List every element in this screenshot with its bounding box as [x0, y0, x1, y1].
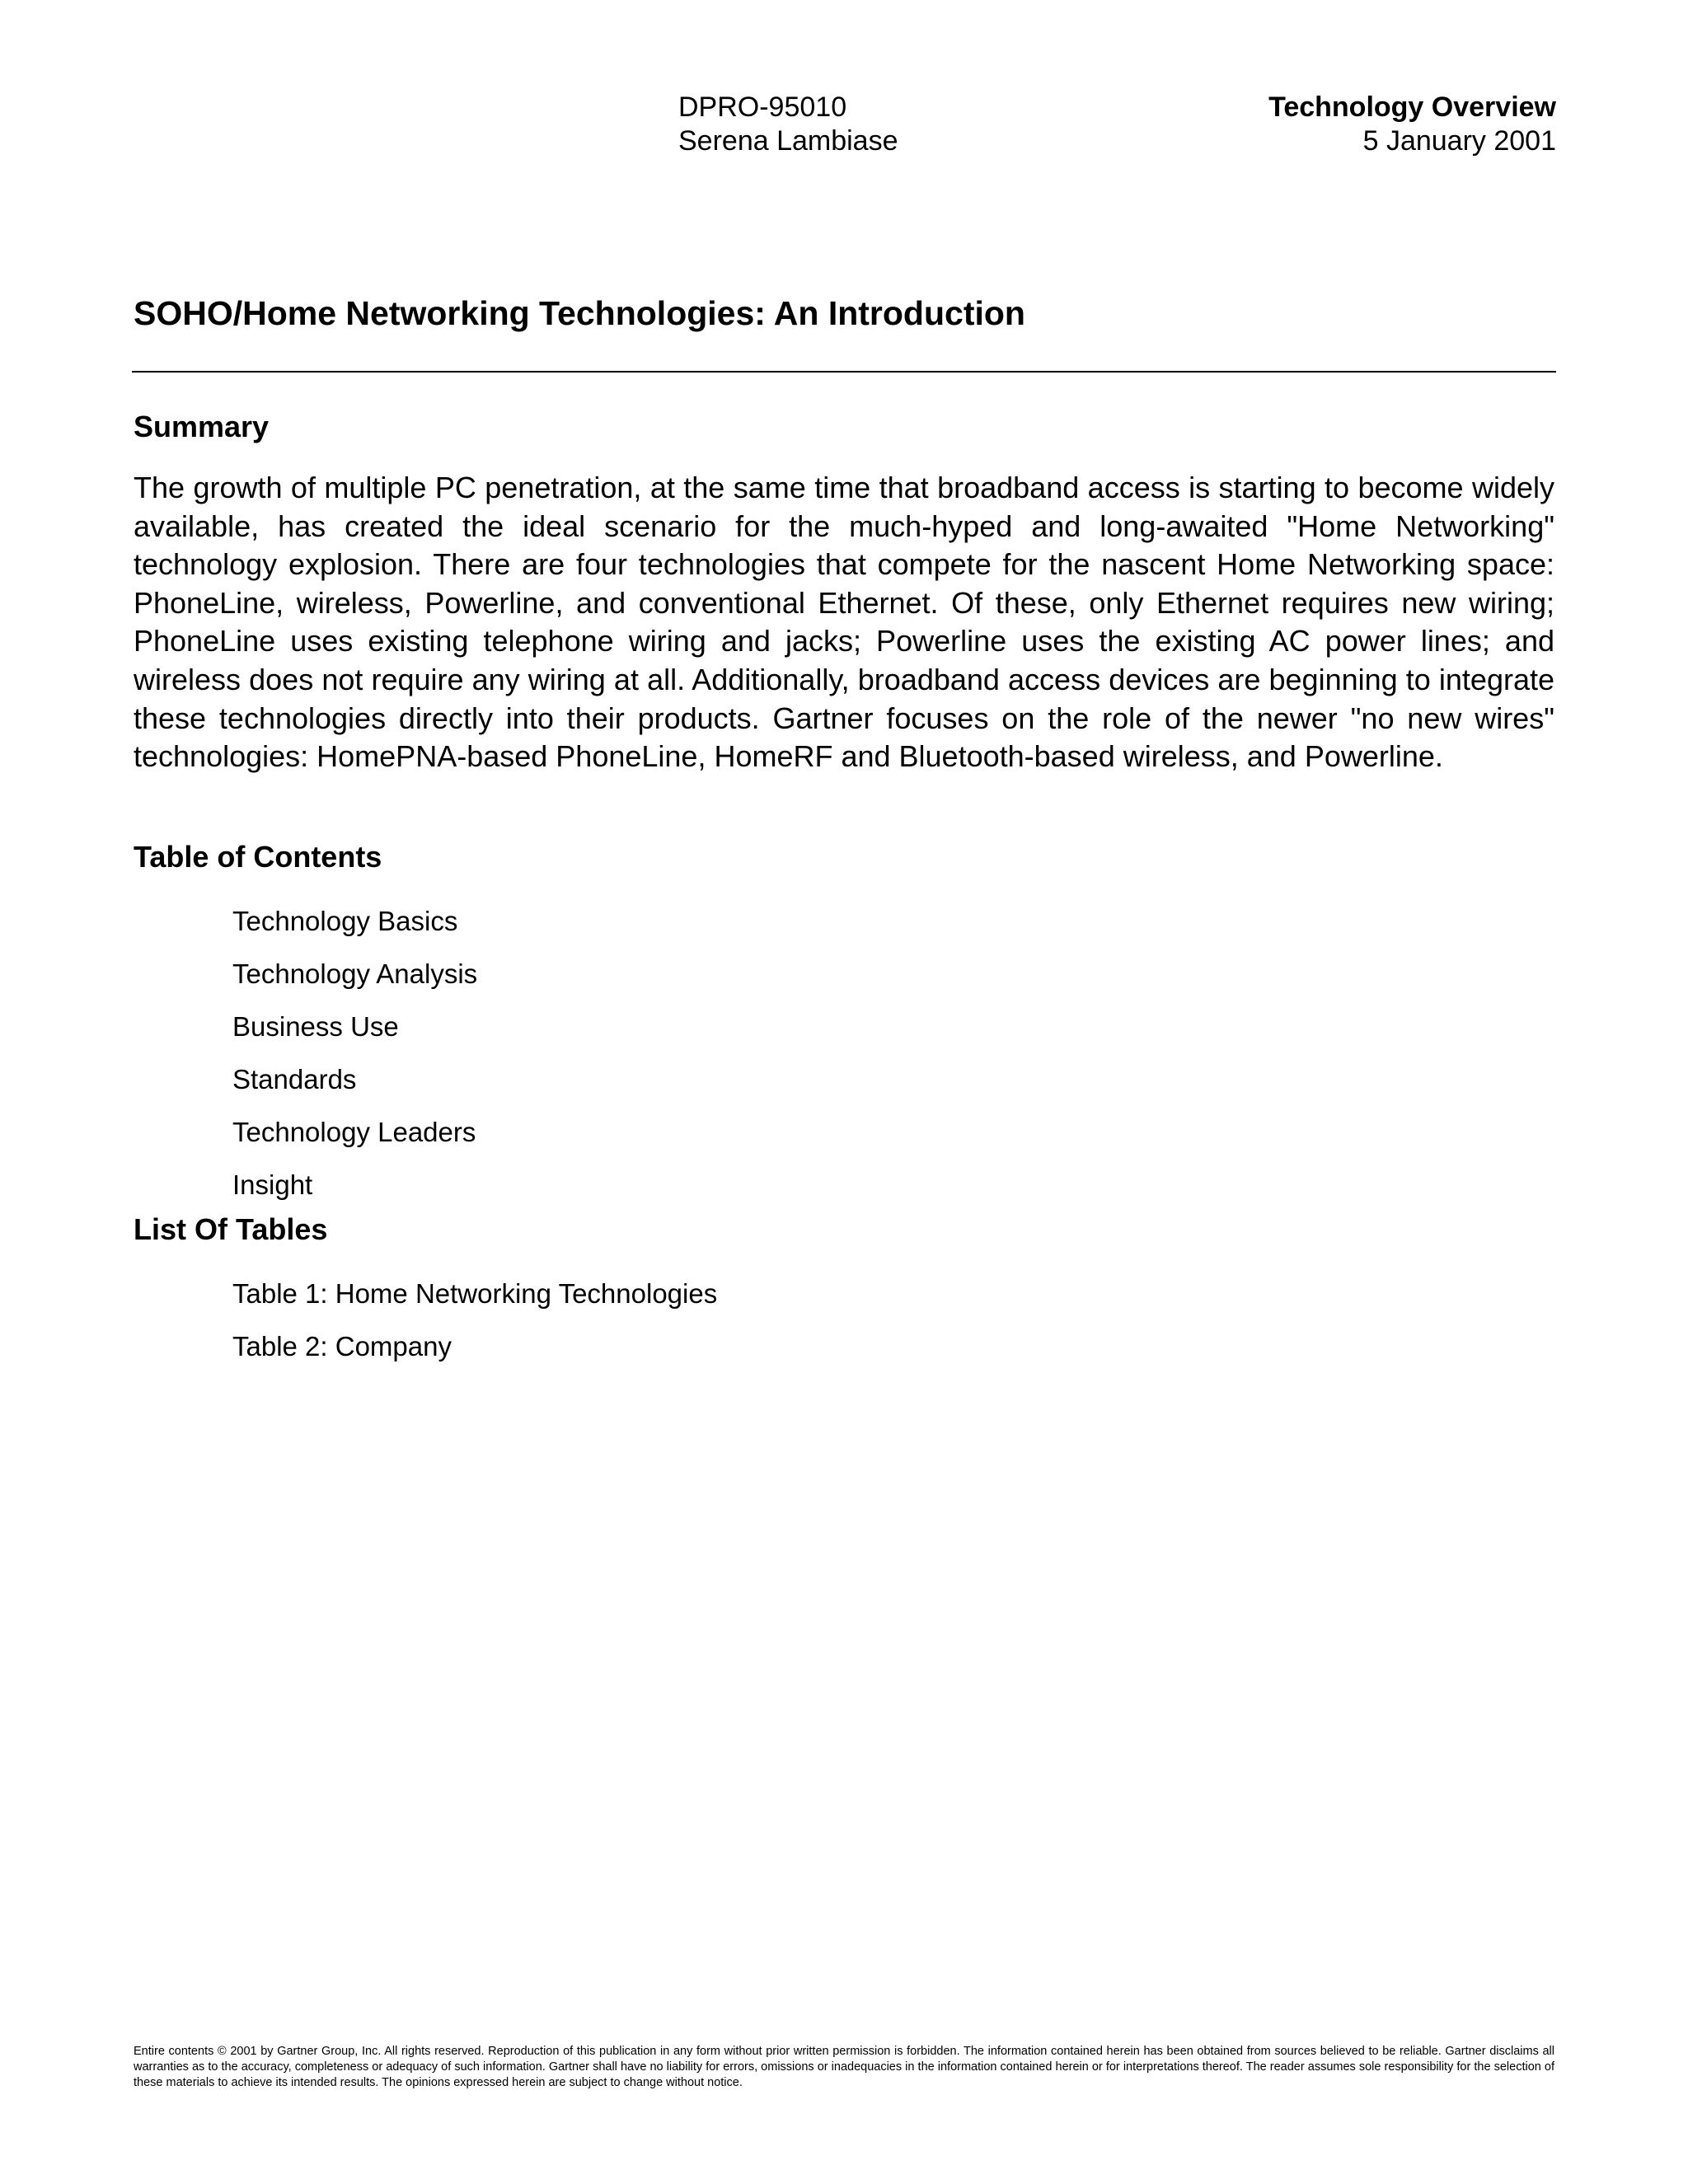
- toc-item-technology-basics[interactable]: Technology Basics: [232, 906, 458, 936]
- toc-list: [232, 895, 477, 1212]
- toc-item-standards[interactable]: Standards: [232, 1064, 357, 1094]
- document-date: 5 January 2001: [1362, 125, 1556, 157]
- toc-item-insight[interactable]: Insight: [232, 1169, 313, 1200]
- toc-heading: Table of Contents: [134, 840, 382, 874]
- toc-item-technology-analysis[interactable]: Technology Analysis: [232, 958, 478, 989]
- summary-heading: Summary: [134, 410, 270, 443]
- table-link-company[interactable]: Table 2: Company: [232, 1331, 452, 1361]
- title-divider: [132, 371, 1556, 373]
- summary-paragraph: The growth of multiple PC penetration, at the same time that broadband access is starting to become widely available, has created the ideal scenario for the much-hyped and long-awaited "Home Networking" technology explosion. There are four technologies that compete for the nascent Home Networking space: PhoneLine, wireless, Powerline, and conventional Ethernet. Of these, only Ethernet requires new wiring; PhoneLine uses existing telephone wiring and jacks; Powerline uses the existing AC power lines; and wireless does not require any wiring at all. Additionally, broadband access devices are beginning to integrate these technologies directly into their products. Gartner focuses on the role of the newer "no new wires" technologies: HomePNA-based PhoneLine, HomeRF and Bluetooth-based wireless, and Powerline.: [134, 471, 1554, 774]
- document-id: DPRO-95010: [678, 91, 847, 123]
- page-title: SOHO/Home Networking Technologies: An Introduction: [134, 294, 1025, 332]
- table-link-home-networking[interactable]: Table 1: Home Networking Technologies: [232, 1278, 718, 1309]
- author-name: Serena Lambiase: [678, 125, 898, 157]
- toc-item-technology-leaders[interactable]: Technology Leaders: [232, 1117, 476, 1147]
- toc-item-business-use[interactable]: Business Use: [232, 1011, 399, 1042]
- header-left-block: [678, 91, 898, 158]
- list-of-tables-heading: List Of Tables: [134, 1212, 328, 1246]
- document-type: Technology Overview: [1268, 91, 1556, 123]
- copyright-footer: Entire contents © 2001 by Gartner Group, Inc. All rights reserved. Reproduction of this publication in any form without prior written permission is forbidden. The information contained herein has been obtained from sources believed to be reliable. Gartner disclaims all warranties as to the accuracy, completeness or adequacy of such information. Gartner shall have no liability for errors, omissions or inadequacies in the information contained herein or for interpretations thereof. The reader assumes sole responsibility for the selection of these materials to achieve its intended results. The opinions expressed herein are subject to change without notice.: [134, 2045, 1554, 2089]
- list-of-tables: [232, 1268, 717, 1373]
- header-right-block: [1268, 91, 1556, 158]
